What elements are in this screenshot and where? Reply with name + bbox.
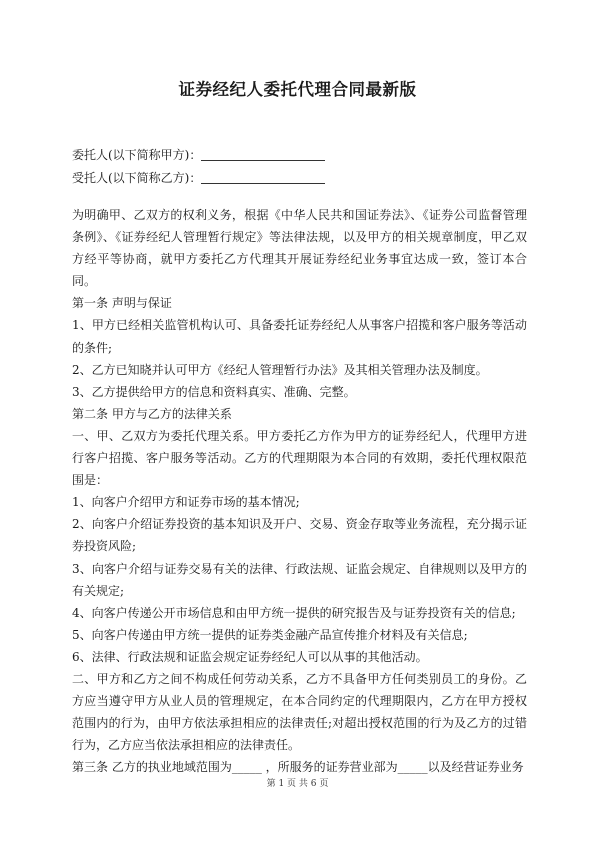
paragraph-preamble: 为明确甲、乙双方的权利义务，根据《中华人民共和国证券法》、《证券公司监督管理条例》、《证券经纪人管理暂行规定》等法律法规，以及甲方的相关规章制度，甲乙双方经平等协商，就甲方委托乙方代理其开展证券经纪业务事宜达成一致，签订本合同。 bbox=[72, 208, 527, 289]
article-1-heading: 第一条 声明与保证 bbox=[72, 296, 172, 311]
paragraph: 2、向客户介绍证券投资的基本知识及开户、交易、资金存取等业务流程，充分揭示证券投资风险; bbox=[72, 517, 527, 554]
paragraph: 4、向客户传递公开市场信息和由甲方统一提供的研究报告及与证券投资有关的信息; bbox=[72, 605, 516, 620]
party-b-blank bbox=[201, 171, 325, 184]
paragraph: 一、甲、乙双方为委托代理关系。甲方委托乙方作为甲方的证券经纪人，代理甲方进行客户招揽、客户服务等活动。乙方的代理期限为本合同的有效期，委托代理权限范围是： bbox=[72, 428, 527, 488]
document-title: 证券经纪人委托代理合同最新版 bbox=[178, 80, 417, 99]
paragraph: 1、甲方已经相关监管机构认可、具备委托证券经纪人从事客户招揽和客户服务等活动的条件; bbox=[72, 318, 527, 355]
party-a-label: 委托人(以下简称甲方)： bbox=[72, 148, 202, 162]
paragraph: 3、乙方提供给甲方的信息和资料真实、准确、完整。 bbox=[72, 384, 356, 399]
article-2-heading: 第二条 甲方与乙方的法律关系 bbox=[72, 406, 232, 421]
party-a-blank bbox=[201, 148, 325, 161]
paragraph: 6、法律、行政法规和证监会规定证券经纪人可以从事的其他活动。 bbox=[72, 649, 428, 664]
paragraph: 二、甲方和乙方之间不构成任何劳动关系，乙方不具备甲方任何类别员工的身份。乙方应当遵守甲方从业人员的管理规定，在本合同约定的代理期限内，乙方在甲方授权范围内的行为，由甲方依法承担相应的法律责任;对超出授权范围的行为及乙方的过错行为，乙方应当依法承担相应的法律责任。 bbox=[72, 671, 527, 753]
contract-body bbox=[72, 204, 527, 778]
page-footer: 第 1 页 共 6 页 bbox=[266, 779, 329, 789]
paragraph: 5、向客户传递由甲方统一提供的证券类金融产品宣传推介材料及有关信息; bbox=[72, 627, 468, 642]
party-b-label: 受托人(以下简称乙方)： bbox=[72, 171, 202, 185]
paragraph: 2、乙方已知晓并认可甲方《经纪人管理暂行办法》及其相关管理办法及制度。 bbox=[72, 362, 488, 377]
paragraph: 3、向客户介绍与证券交易有关的法律、行政法规、证监会规定、自律规则以及甲方的有关规定; bbox=[72, 561, 527, 598]
party-b-line bbox=[72, 169, 325, 186]
paragraph: 1、向客户介绍甲方和证券市场的基本情况; bbox=[72, 495, 300, 510]
article-3-heading: 第三条 乙方的执业地域范围为_____ ，所服务的证券营业部为_____以及经营证券业务 bbox=[72, 760, 524, 775]
party-a-line bbox=[72, 146, 325, 163]
